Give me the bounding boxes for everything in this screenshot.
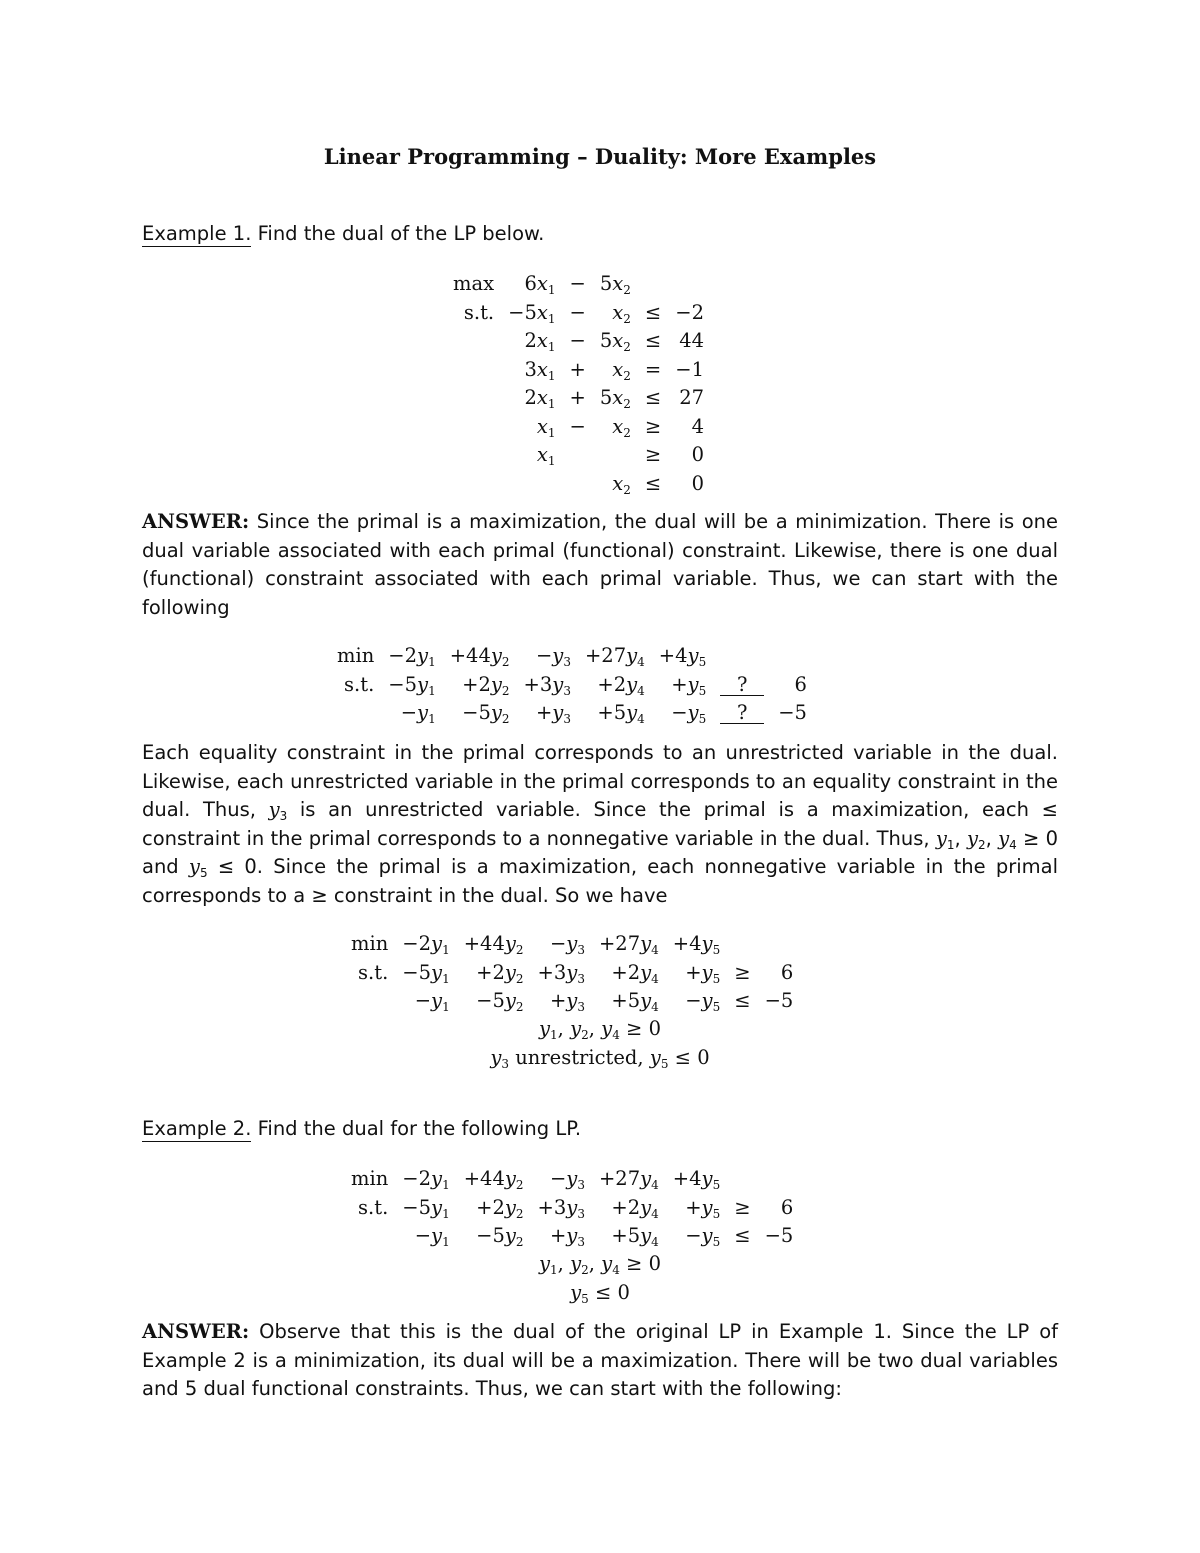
answer-label: ANSWER: <box>142 510 250 533</box>
start-table <box>330 642 814 728</box>
lp-cell: $-5y_2$ <box>462 701 510 726</box>
lp-cell: $+3y_3$ <box>537 960 585 986</box>
lp-cell: −2 <box>675 300 705 324</box>
lp-cell: $x_1$ <box>536 414 556 440</box>
lp-row <box>446 356 711 385</box>
lp-cell <box>446 356 501 385</box>
lp-cell: ≤ <box>644 471 662 495</box>
lp-cell: $+y_3$ <box>549 989 585 1014</box>
lp-cell: max <box>453 272 495 295</box>
lp-cell <box>713 642 771 671</box>
lp-cell: s.t. <box>344 672 375 696</box>
example2-answer <box>142 1318 1058 1404</box>
lp-cell: $-5y_1$ <box>402 960 450 986</box>
lp-cell: $-5y_1$ <box>388 672 436 698</box>
lp-cell: min <box>351 932 389 955</box>
lp-cell <box>771 642 814 671</box>
dual-sign-1: $y_1$, $y_2$, $y_4 \ge 0$ <box>539 1017 661 1042</box>
lp-cell: $+2y_4$ <box>611 1195 659 1221</box>
lp-cell: $+44y_2$ <box>463 1167 524 1192</box>
example1-heading <box>142 220 1058 249</box>
lp-row <box>330 699 814 728</box>
example1-answer <box>142 508 1058 622</box>
answer-label: ANSWER: <box>142 1320 250 1343</box>
lp-row <box>344 1165 800 1194</box>
start-rows <box>330 642 814 728</box>
lp-cell: ≤ <box>734 1224 751 1247</box>
lp-cell <box>727 1165 757 1194</box>
lp-cell: $+5y_4$ <box>611 989 659 1014</box>
lp-cell: 4 <box>691 414 705 438</box>
example1-explanation <box>142 739 1058 910</box>
lp-cell: ≤ <box>644 386 662 409</box>
lp-cell: $+44y_2$ <box>449 644 510 669</box>
lp-cell: $+3y_3$ <box>537 1195 585 1221</box>
lp-cell <box>330 699 381 728</box>
lp-cell: $+3y_3$ <box>523 672 571 698</box>
lp-cell: $-y_1$ <box>400 701 436 726</box>
lp-cell: − <box>569 414 586 438</box>
lp-row <box>330 671 814 700</box>
lp-row <box>344 959 800 988</box>
lp-cell <box>446 327 501 356</box>
lp-cell: s.t. <box>358 1195 389 1219</box>
lp-cell <box>668 270 711 299</box>
lp-cell: $+2y_4$ <box>611 960 659 986</box>
lp-cell: min <box>351 1167 389 1190</box>
lp-cell: $-2y_1$ <box>402 1167 450 1192</box>
example2-heading <box>142 1115 1058 1144</box>
dual-table <box>344 930 800 1016</box>
lp-cell: − <box>569 300 586 324</box>
lp-cell: 0 <box>691 471 705 495</box>
lp-row <box>344 1222 800 1251</box>
lp-cell: ≤ <box>644 300 662 324</box>
lp-row <box>446 384 711 413</box>
example2-prompt: Find the dual for the following LP. <box>257 1117 582 1140</box>
lp-cell: ≤ <box>734 989 751 1012</box>
lp-rows <box>446 270 711 498</box>
answer-text: Since the primal is a maximization, the dual will be a minimization. There is one dual variable associated with each primal (functional) constraint. Likewise, there is one dual (functional) constraint associated with each primal variable. Thus, we can start with the following <box>142 510 1058 619</box>
lp-cell: s.t. <box>358 960 389 984</box>
lp-cell <box>344 1222 395 1251</box>
lp-cell: $+y_5$ <box>685 1195 721 1221</box>
lp-cell <box>758 1165 801 1194</box>
lp-cell: 0 <box>691 443 705 466</box>
lp-cell: 44 <box>679 329 705 352</box>
lp-cell: $-2y_1$ <box>388 644 436 669</box>
lp-cell: $+y_3$ <box>549 1224 585 1249</box>
lp-cell: = <box>644 357 662 381</box>
example1-start-lp <box>330 642 814 728</box>
lp-cell: $-2y_1$ <box>402 932 450 957</box>
lp-cell: $x_2$ <box>612 357 631 383</box>
lp-cell: $+27y_4$ <box>584 644 645 669</box>
lp-cell <box>563 441 593 470</box>
lp-cell <box>638 270 668 299</box>
lp-cell <box>344 987 395 1016</box>
lp-cell <box>446 470 501 499</box>
explanation-text: Each equality constraint in the primal corresponds to an unrestricted variable in the dual. Likewise, each unrestricted variable in the primal corresponds to an equality constraint in the dual. Thus, $y_3$ is an unrestricted variable. Since the primal is a maximization, each ≤ constraint in the primal corresponds to a nonnegative variable in the dual. Thus, $y_1$, $y_2$, $y_4 \ge 0$ and $y_5 \le 0$. Since the primal is a maximization, each nonnegative variable in the primal corresponds to a ≥ constraint in the dual. So we have <box>142 741 1058 907</box>
lp-cell: $+44y_2$ <box>463 932 524 957</box>
lp-cell: $-5y_1$ <box>402 1195 450 1221</box>
lp-cell: ≥ <box>734 960 751 984</box>
lp-cell: 6 <box>794 672 807 696</box>
lp-cell: $-5y_2$ <box>476 1224 524 1249</box>
lp-cell: 27 <box>679 386 705 409</box>
lp-cell: ? <box>713 671 771 700</box>
lp-cell: $-y_5$ <box>685 1224 721 1249</box>
example1-primal-lp <box>446 270 711 498</box>
example2-label: Example 2. <box>142 1117 252 1140</box>
lp-cell: −1 <box>675 357 705 381</box>
lp-cell: $+4y_5$ <box>672 1167 721 1192</box>
dual-sign-2: $y_3$ unrestricted, $y_5 \le 0$ <box>490 1046 710 1071</box>
lp-cell: $+y_5$ <box>685 960 721 986</box>
lp-cell: $+27y_4$ <box>598 932 659 957</box>
lp-cell <box>446 384 501 413</box>
lp-cell: $-y_1$ <box>414 989 450 1014</box>
lp-cell: 6 <box>780 960 794 984</box>
lp-cell: $+5y_4$ <box>597 701 645 726</box>
lp-cell: $+y_3$ <box>535 701 571 726</box>
lp-cell: 6 <box>780 1195 794 1219</box>
example1-label: Example 1. <box>142 222 252 245</box>
lp-cell: $+2y_4$ <box>597 672 645 698</box>
lp-cell: $+4y_5$ <box>658 644 707 669</box>
lp-row <box>446 470 711 499</box>
lp-cell: ? <box>713 699 771 728</box>
lp-row <box>344 1194 800 1223</box>
lp-cell <box>727 930 757 959</box>
lp-cell: $-y_5$ <box>685 989 721 1014</box>
lp-cell: + <box>569 357 586 381</box>
lp-cell <box>501 470 562 499</box>
example1-prompt: Find the dual of the LP below. <box>257 222 545 245</box>
example2-lp <box>344 1165 800 1251</box>
lp-cell <box>563 470 593 499</box>
lp-row <box>330 642 814 671</box>
lp-cell <box>593 441 638 470</box>
lp-cell: $-5y_2$ <box>476 989 524 1014</box>
answer-text: Observe that this is the dual of the original LP in Example 1. Since the LP of Example 2 is a minimization, its dual will be a maximization. There will be two dual variables and 5 dual functional constraints. Thus, we can start with the following: <box>142 1320 1058 1400</box>
lp-table <box>446 270 711 498</box>
lp-cell: $-y_3$ <box>535 644 571 669</box>
lp-cell: ≤ <box>644 329 662 352</box>
lp-cell: $5x_2$ <box>599 386 631 411</box>
page-title: Linear Programming – Duality: More Examples <box>323 144 877 169</box>
lp-cell: $5x_2$ <box>599 329 631 354</box>
example2-table <box>344 1165 800 1251</box>
lp-row <box>446 270 711 299</box>
lp-row <box>446 441 711 470</box>
lp-cell: $-y_1$ <box>414 1224 450 1249</box>
lp-cell: min <box>337 644 375 667</box>
example2-sign-2: $y_5 \le 0$ <box>570 1281 630 1306</box>
lp-cell: ≥ <box>644 443 662 466</box>
lp-row <box>344 930 800 959</box>
lp-cell: $x_2$ <box>612 471 631 497</box>
lp-cell: $2x_1$ <box>524 386 556 411</box>
lp-cell: $+4y_5$ <box>672 932 721 957</box>
dual-rows <box>344 930 800 1016</box>
lp-cell: $+5y_4$ <box>611 1224 659 1249</box>
lp-cell: + <box>569 386 586 409</box>
example2-rows <box>344 1165 800 1251</box>
lp-cell: $-y_3$ <box>549 932 585 957</box>
lp-cell: $x_2$ <box>612 300 631 326</box>
lp-cell: s.t. <box>463 300 495 324</box>
lp-row <box>344 987 800 1016</box>
example1-dual-lp <box>344 930 800 1016</box>
lp-cell: $+2y_2$ <box>476 1195 524 1221</box>
example2-sign-1: $y_1$, $y_2$, $y_4 \ge 0$ <box>539 1252 661 1277</box>
lp-row <box>446 413 711 442</box>
lp-cell: − <box>569 329 586 352</box>
lp-cell: − <box>569 272 586 295</box>
lp-cell: $x_1$ <box>536 443 556 468</box>
lp-cell: −5 <box>764 989 794 1012</box>
lp-cell: $+y_5$ <box>671 672 707 698</box>
lp-cell: −5 <box>778 701 807 724</box>
lp-cell: $2x_1$ <box>524 329 556 354</box>
lp-cell: $+27y_4$ <box>598 1167 659 1192</box>
lp-cell: ≥ <box>644 414 662 438</box>
lp-cell: $-y_5$ <box>671 701 707 726</box>
lp-cell: $+2y_2$ <box>476 960 524 986</box>
lp-cell: $+2y_2$ <box>462 672 510 698</box>
lp-row <box>446 327 711 356</box>
lp-cell <box>758 930 801 959</box>
lp-cell: $-y_3$ <box>549 1167 585 1192</box>
lp-cell: $x_2$ <box>612 414 631 440</box>
lp-cell: $-5x_1$ <box>508 300 556 326</box>
lp-cell <box>446 413 501 442</box>
lp-cell: −5 <box>764 1224 794 1247</box>
lp-row <box>446 299 711 328</box>
lp-cell: $6x_1$ <box>524 272 556 297</box>
lp-cell: ≥ <box>734 1195 751 1219</box>
lp-cell: $5x_2$ <box>599 272 631 297</box>
lp-cell: $3x_1$ <box>524 357 556 383</box>
lp-cell <box>446 441 501 470</box>
